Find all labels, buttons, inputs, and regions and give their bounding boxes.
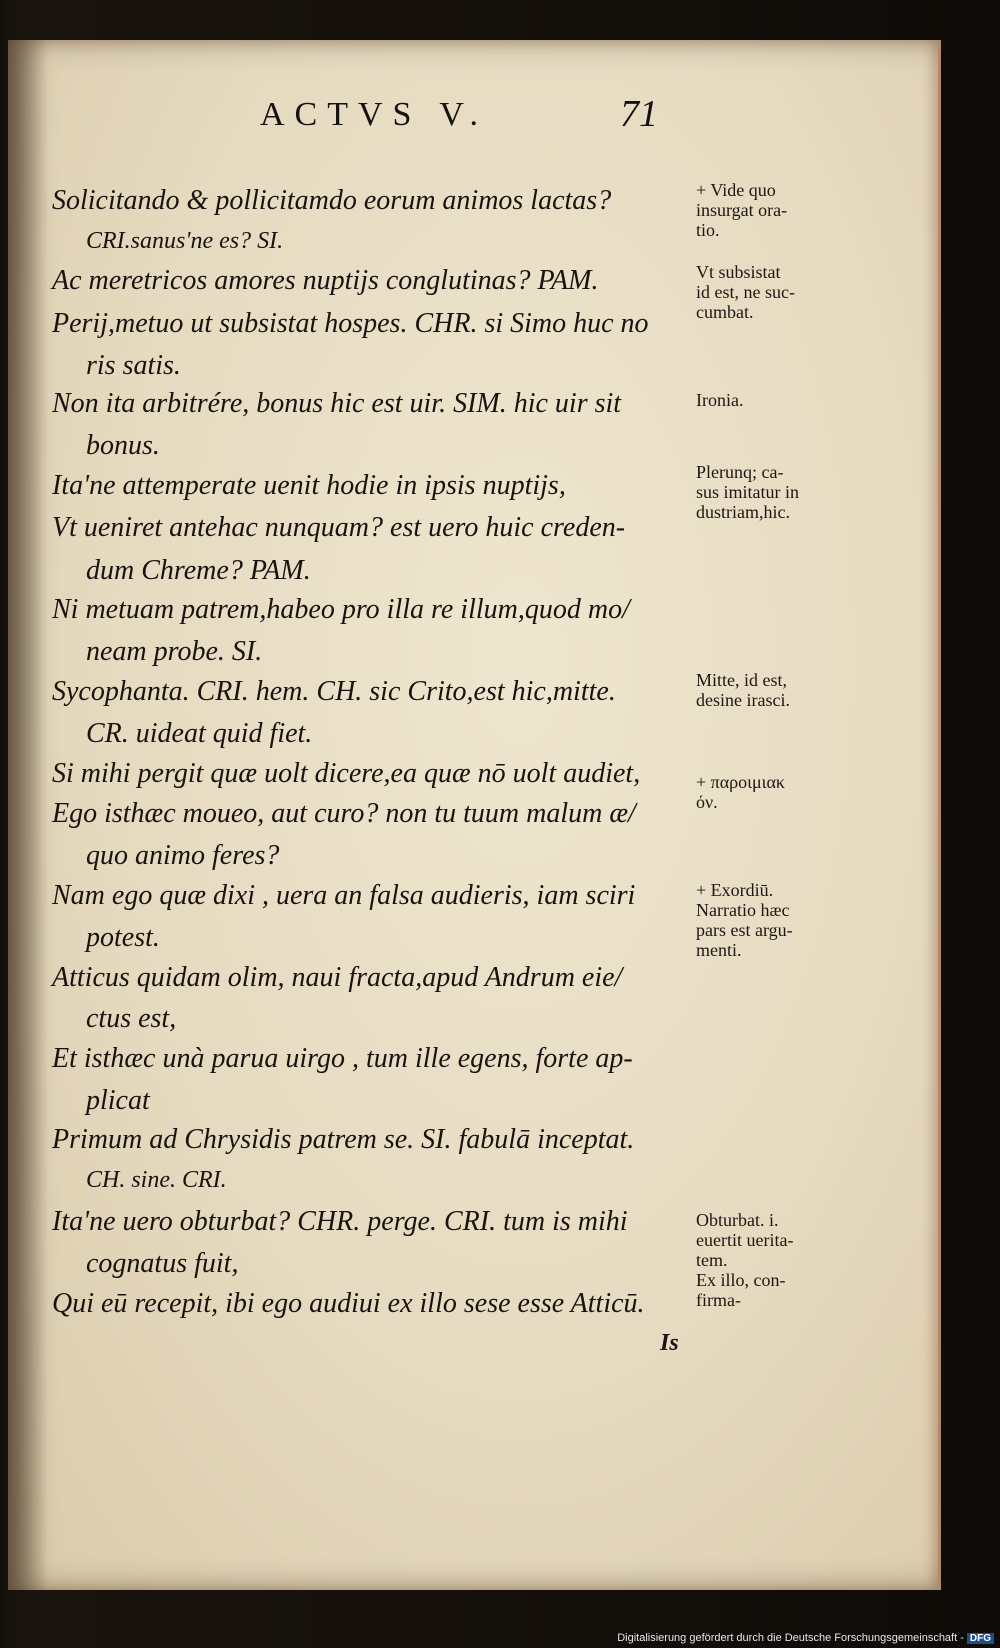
- catchword: Is: [660, 1330, 679, 1356]
- text-line: Vt ueniret antehac nunquam? est uero huic creden-: [52, 512, 626, 543]
- folio-number: 71: [620, 93, 658, 135]
- text-line: Nam ego quæ dixi , uera an falsa audieris, iam sciri: [52, 880, 636, 911]
- marginal-note: [696, 670, 846, 710]
- text-line: Non ita arbitrére, bonus hic est uir. SIM. hic uir sit: [52, 388, 622, 419]
- text-line: cognatus fuit,: [86, 1248, 239, 1279]
- text-line: Si mihi pergit quæ uolt dicere,ea quæ nō uolt audiet,: [52, 758, 641, 789]
- text-line: potest.: [86, 922, 160, 953]
- marginal-note: [696, 1210, 846, 1310]
- running-title: ACTVS V.: [260, 96, 489, 133]
- marginal-note-text: Plerunq; ca- sus imitatur in dustriam,hic.: [696, 462, 799, 522]
- marginal-note-text: Vt subsistat id est, ne suc- cumbat.: [696, 262, 795, 322]
- text-line: Atticus quidam olim, naui fracta,apud Andrum eie/: [52, 962, 623, 993]
- marginal-note: [696, 880, 846, 960]
- text-line: Qui eū recepit, ibi ego audiui ex illo sese esse Atticū.: [52, 1288, 645, 1319]
- marginal-note-text: + παροιμιακ όν.: [696, 772, 785, 812]
- marginal-note-text: Obturbat. i. euertit uerita- tem. Ex illo, con- firma-: [696, 1210, 794, 1310]
- text-line: Ni metuam patrem,habeo pro illa re illum,quod mo/: [52, 594, 630, 625]
- text-line: CRI.sanus'ne es? SI.: [86, 228, 284, 254]
- text-line: Solicitando & pollicitamdo eorum animos lactas?: [52, 185, 612, 216]
- text-line: bonus.: [86, 430, 160, 461]
- text-line: Et isthæc unà parua uirgo , tum ille egens, forte ap-: [52, 1043, 633, 1074]
- marginal-note-text: Mitte, id est, desine irasci.: [696, 670, 790, 710]
- page-gutter-shadow: [8, 40, 48, 1590]
- dfg-logo: DFG: [967, 1633, 994, 1644]
- text-line: CH. sine. CRI.: [86, 1167, 227, 1193]
- text-line: neam probe. SI.: [86, 636, 263, 667]
- marginal-note-text: Ironia.: [696, 390, 744, 410]
- text-line: Ego isthæc moueo, aut curo? non tu tuum malum æ/: [52, 798, 636, 829]
- text-line: ris satis.: [86, 350, 181, 381]
- text-line: ctus est,: [86, 1003, 177, 1034]
- text-line: dum Chreme? PAM.: [86, 555, 311, 586]
- text-line: Ita'ne attemperate uenit hodie in ipsis nuptijs,: [52, 470, 566, 501]
- marginal-note: [696, 462, 846, 522]
- marginal-note: [696, 390, 846, 410]
- marginal-note: [696, 772, 846, 812]
- marginal-note-text: + Exordiū. Narratio hæc pars est argu- menti.: [696, 880, 793, 960]
- digitization-credit: [617, 1632, 994, 1644]
- text-line: quo animo feres?: [86, 840, 280, 871]
- text-line: Ac meretricos amores nuptijs conglutinas? PAM.: [52, 265, 599, 296]
- marginal-note: [696, 262, 846, 322]
- text-line: Ita'ne uero obturbat? CHR. perge. CRI. tum is mihi: [52, 1206, 628, 1237]
- text-line: CR. uideat quid fiet.: [86, 718, 313, 749]
- text-line: Primum ad Chrysidis patrem se. SI. fabulā inceptat.: [52, 1124, 635, 1155]
- page-header: [240, 93, 700, 146]
- marginal-note-text: + Vide quo insurgat ora- tio.: [696, 180, 788, 240]
- text-line: Perij,metuo ut subsistat hospes. CHR. si Simo huc no: [52, 308, 649, 339]
- text-line: Sycophanta. CRI. hem. CH. sic Crito,est hic,mitte.: [52, 676, 616, 707]
- marginal-note: [696, 180, 846, 240]
- text-line: plicat: [86, 1085, 150, 1116]
- credit-text: Digitalisierung gefördert durch die Deutsche Forschungsgemeinschaft -: [617, 1632, 964, 1644]
